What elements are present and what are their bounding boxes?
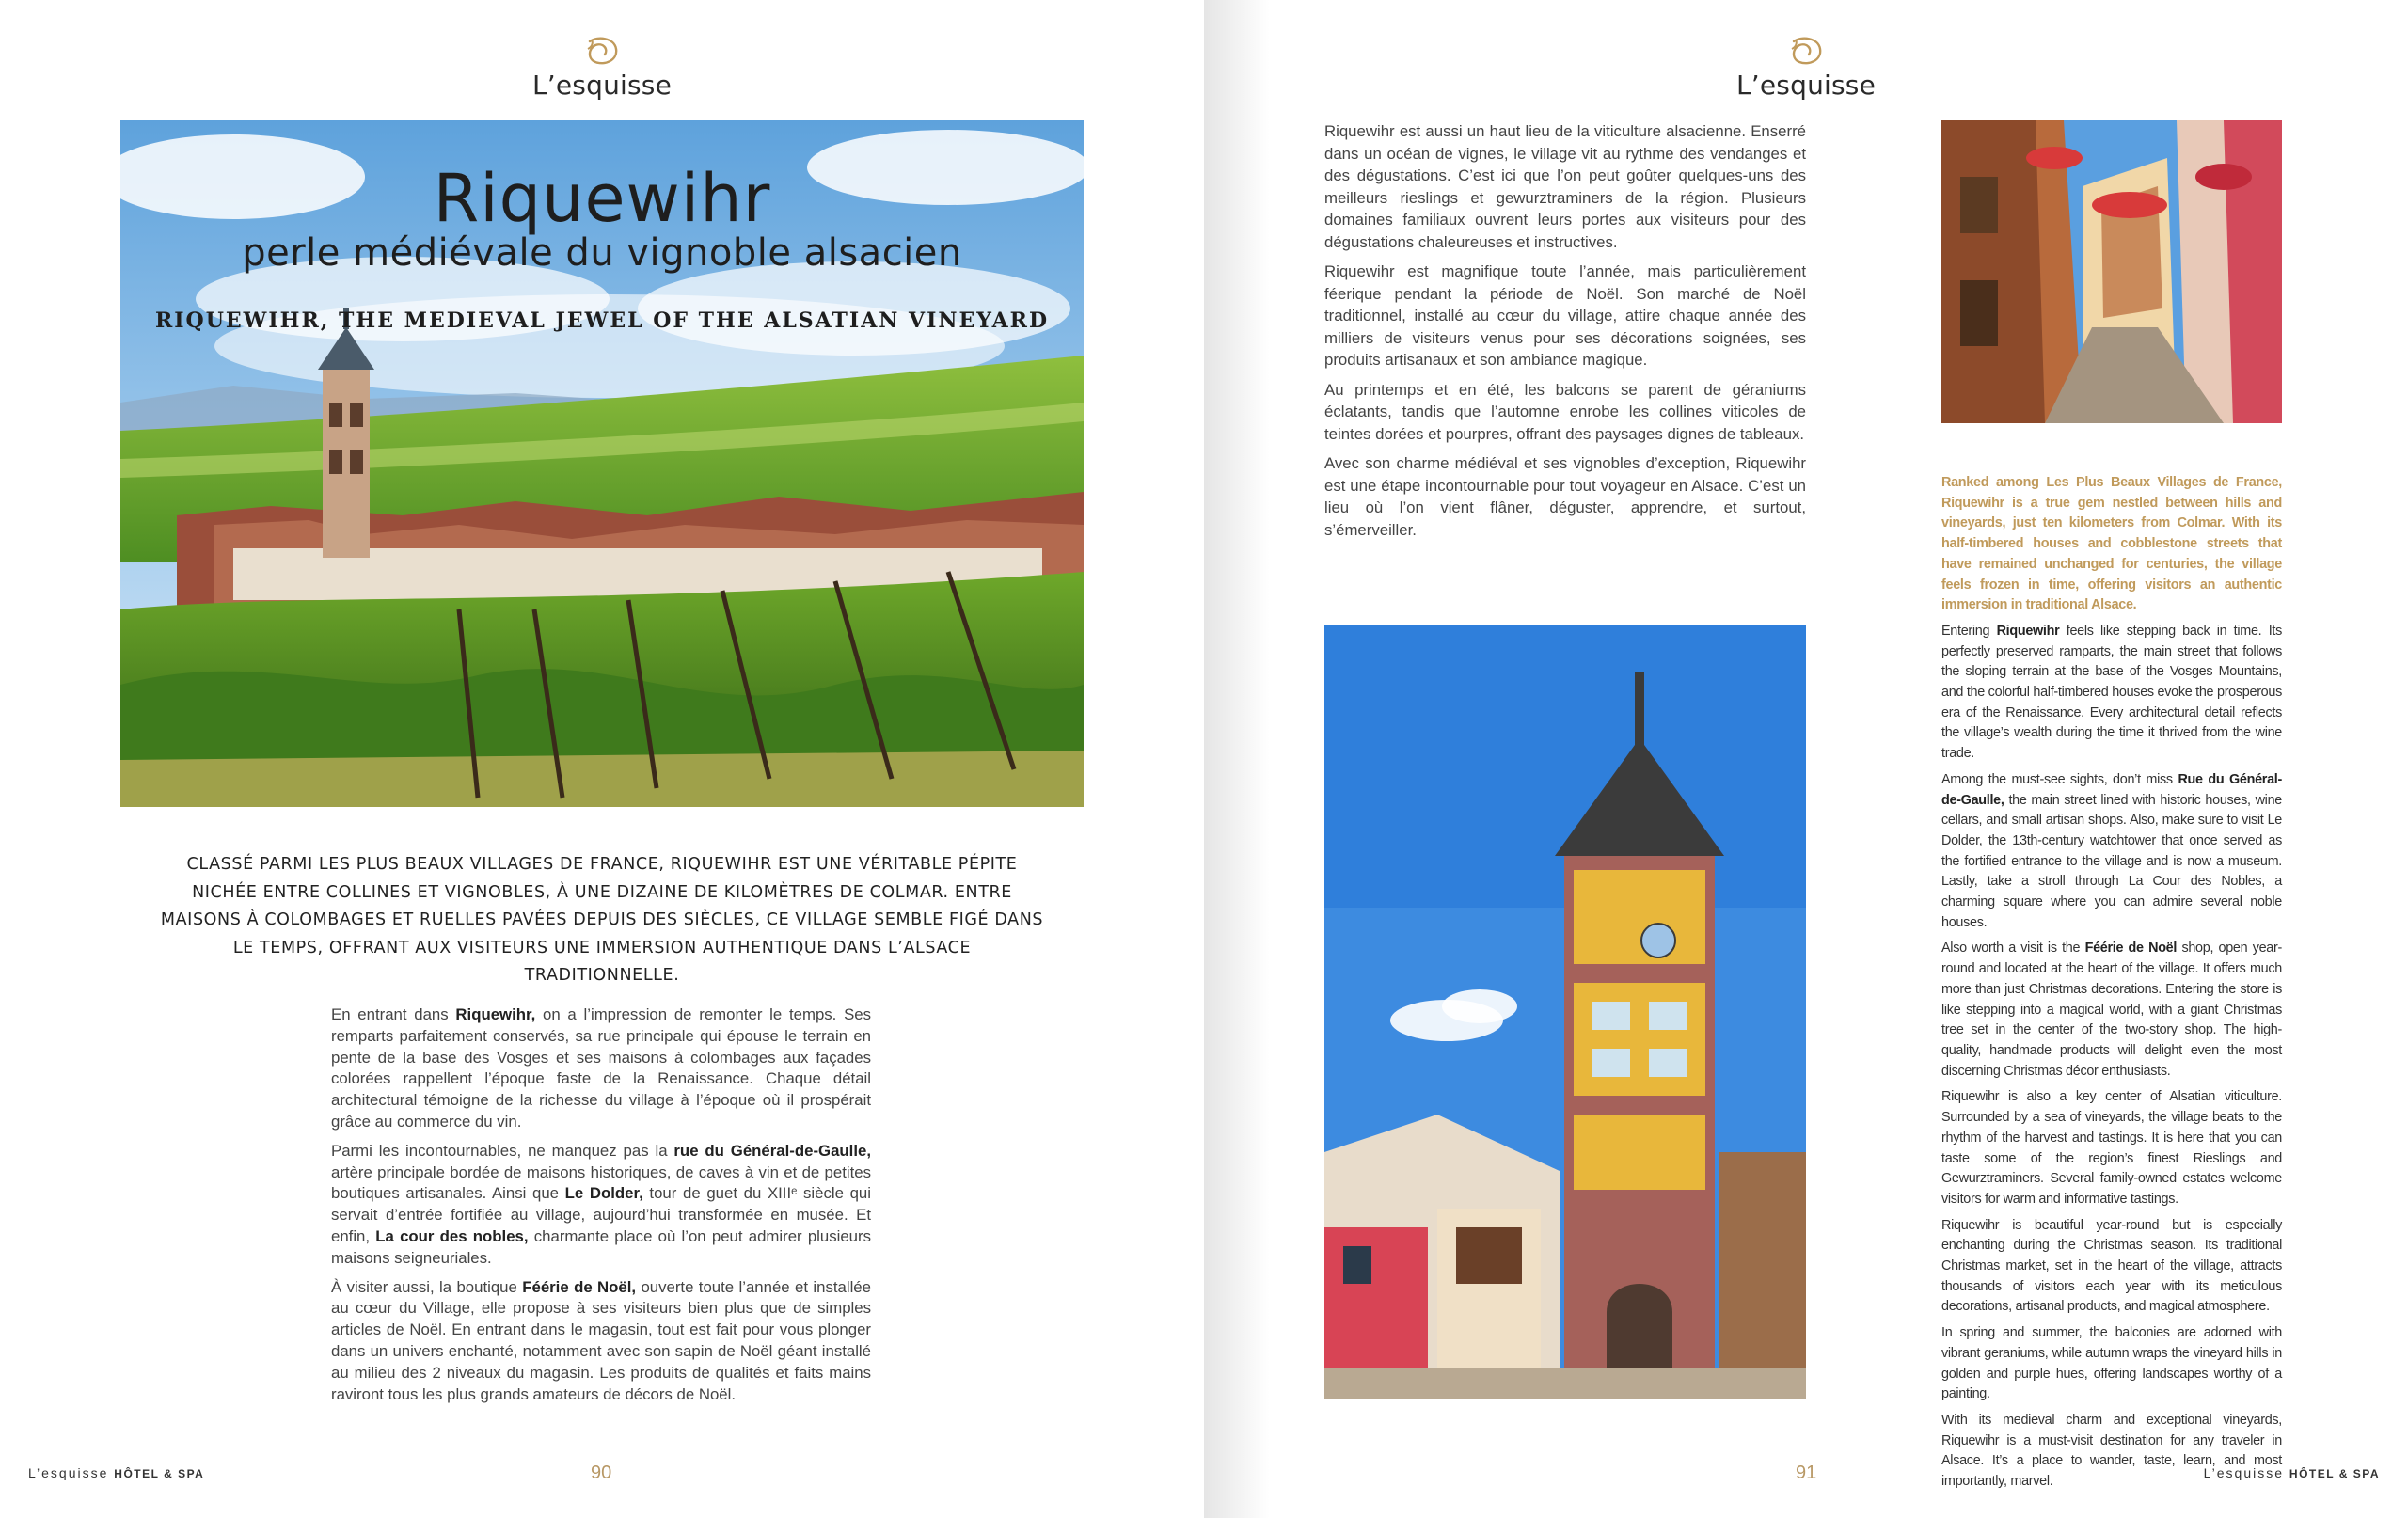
right-page xyxy=(1204,0,2408,1518)
english-body-text xyxy=(1941,473,2282,1498)
page-title: Riquewihr xyxy=(433,160,771,237)
page-number: 90 xyxy=(591,1463,612,1483)
paragraph: Entering Riquewihr feels like stepping back in time. Its perfectly preserved ramparts, the main street that follows the sloping terrain at the base of the Vosges Mountains, and the colorful half-timbered houses evoke the prosperous era of the Renaissance. Every architectural detail reflects the village’s wealth during the time it thrived from the wine trade. xyxy=(1941,623,2282,762)
dolder-tower-photo xyxy=(1324,625,1806,1399)
paragraph: Parmi les incontournables, ne manquez pas la rue du Général-de-Gaulle, artère principale bordée de maisons historiques, de caves à vin et de petites boutiques artisanales. Ainsi que Le Dolder, tour de guet du XIIIᵉ siècle qui servait d’entrée fortifiée au village, aujourd’hui transformée en musée. Et enfin, La cour des nobles, charmante place où l’on peut admirer plusieurs maisons seigneuriales. xyxy=(331,1141,871,1267)
paragraph: En entrant dans Riquewihr, on a l’impression de remonter le temps. Ses remparts parfaitement conservés, sa rue principale qui épouse le terrain en pente de la base des Vosges et ses maisons à colombages aux façades colorées rappellent l’époque faste de la Renaissance. Chaque détail architectural témoigne de la richesse du village à l’époque où il prospérait grâce au commerce du vin. xyxy=(331,1005,871,1131)
footer-brand: L’esquisse HÔTEL & SPA xyxy=(2203,1465,2380,1480)
paragraph: With its medieval charm and exceptional vineyards, Riquewihr is a must-visit destination for any traveler in Alsace. It’s a place to wander, taste, learn, and most importantly, marvel. xyxy=(1941,1412,2282,1490)
french-body-text-continued xyxy=(1324,120,1806,548)
brand-name: L’esquisse xyxy=(531,70,672,101)
brand-logo-icon xyxy=(582,34,622,68)
english-title: RIQUEWIHR, THE MEDIEVAL JEWEL OF THE ALSATIAN VINEYARD xyxy=(154,308,1050,333)
dolder-tower-image xyxy=(1324,625,1806,1399)
paragraph: Riquewihr is beautiful year-round but is especially enchanting during the Christmas season. Its traditional Christmas market, set in the heart of the village, attracts thousands of visitors each year with its meticulous decorations, artisanal products, and magical atmosphere. xyxy=(1941,1217,2282,1315)
paragraph: In spring and summer, the balconies are adorned with vibrant geraniums, while autumn wraps the vineyard hills in golden and purple hues, offering landscapes worthy of a painting. xyxy=(1941,1325,2282,1402)
brand-name: L’esquisse xyxy=(1735,70,1876,101)
paragraph: Riquewihr est aussi un haut lieu de la viticulture alsacienne. Enserré dans un océan de vignes, le village vit au rythme des vendanges et des dégustations. C’est ici que l’on peut goûter quelques-uns des meilleurs rieslings et gewurztraminers de la région. Plusieurs domaines familiaux ouvrent leurs portes aux visiteurs pour des dégustations chaleureuses et instructives. xyxy=(1324,122,1806,251)
street-photo-image xyxy=(1941,120,2282,423)
header-brand xyxy=(508,34,696,101)
brand-logo-icon xyxy=(1786,34,1826,68)
paragraph: Au printemps et en été, les balcons se parent de géraniums éclatants, tandis que l’automne enrobe les collines viticoles de teintes dorées et pourpres, offrant des paysages dignes de tableaux. xyxy=(1324,380,1806,443)
english-lead: Ranked among Les Plus Beaux Villages de France, Riquewihr is a true gem nestled between hills and vineyards, just ten kilometers from Colmar. With its half-timbered houses and cobblestone streets that have remained unchanged for centuries, the village feels frozen in time, offering visitors an authentic immersion in traditional Alsace. xyxy=(1941,475,2282,613)
intro-paragraph: CLASSÉ PARMI LES PLUS BEAUX VILLAGES DE FRANCE, RIQUEWIHR EST UNE VÉRITABLE PÉPITE NICHÉE ENTRE COLLINES ET VIGNOBLES, À UNE DIZAINE DE KILOMÈTRES DE COLMAR. ENTRE MAISONS À COLOMBAGES ET RUELLES PAVÉES DEPUIS DES SIÈCLES, CE VILLAGE SEMBLE FIGÉ DANS LE TEMPS, OFFRANT AUX VISITEURS UNE IMMERSION AUTHENTIQUE DANS L’ALSACE TRADITIONNELLE. xyxy=(160,855,1044,985)
paragraph: Among the must-see sights, don’t miss Rue du Général-de-Gaulle, the main street lined with historic houses, wine cellars, and small artisan shops. Also, make sure to visit Le Dolder, the 13th-century watchtower that once served as the fortified entrance to the village and is now a museum. Lastly, take a stroll through La Cour des Nobles, a charming square where you can admire several noble houses. xyxy=(1941,771,2282,930)
page-subtitle: perle médiévale du vignoble alsacien xyxy=(242,231,962,275)
paragraph: Riquewihr est magnifique toute l’année, mais particulièrement féerique pendant la période de Noël. Son marché de Noël traditionnel, installé au cœur du village, attire chaque année des milliers de visiteurs venus pour ses décorations soignées, ses produits artisanaux et son ambiance magique. xyxy=(1324,262,1806,369)
french-body-text xyxy=(331,1004,871,1413)
footer-brand: L’esquisse HÔTEL & SPA xyxy=(28,1465,205,1480)
hero-image xyxy=(120,120,1084,807)
street-photo xyxy=(1941,120,2282,423)
header-brand xyxy=(1712,34,1900,101)
paragraph: À visiter aussi, la boutique Féérie de Noël, ouverte toute l’année et installée au cœur du Village, elle propose à ses visiteurs bien plus que de simples articles de Noël. En entrant dans le magasin, tout est fait pour vous plonger dans un univers enchanté, notamment avec son sapin de Noël géant installé au milieu des 2 niveaux du magasin. Les produits de qualités et faits mains raviront tous les plus grands amateurs de décors de Noël. xyxy=(331,1277,871,1403)
paragraph: Avec son charme médiéval et ses vignobles d’exception, Riquewihr est une étape incontournable pour tout voyageur en Alsace. C’est un lieu où l’on vient flâner, déguster, apprendre, et surtout, s’émerveiller. xyxy=(1324,454,1806,539)
paragraph: Riquewihr is also a key center of Alsatian viticulture. Surrounded by a sea of vineyards, the village beats to the rhythm of the harvest and tastings. It is here that you can taste some of the region’s finest Rieslings and Gewurztraminers. Several family-owned estates welcome visitors for warm and informative tastings. xyxy=(1941,1089,2282,1207)
page-number: 91 xyxy=(1796,1463,1817,1483)
paragraph: Also worth a visit is the Féérie de Noël shop, open year-round and located at the heart of the village. It offers much more than just Christmas decorations. Entering the store is like stepping into a magical world, with a giant Christmas tree set in the center of the two-story shop. The high-quality, handmade products will delight even the most discerning Christmas décor enthusiasts. xyxy=(1941,941,2282,1079)
